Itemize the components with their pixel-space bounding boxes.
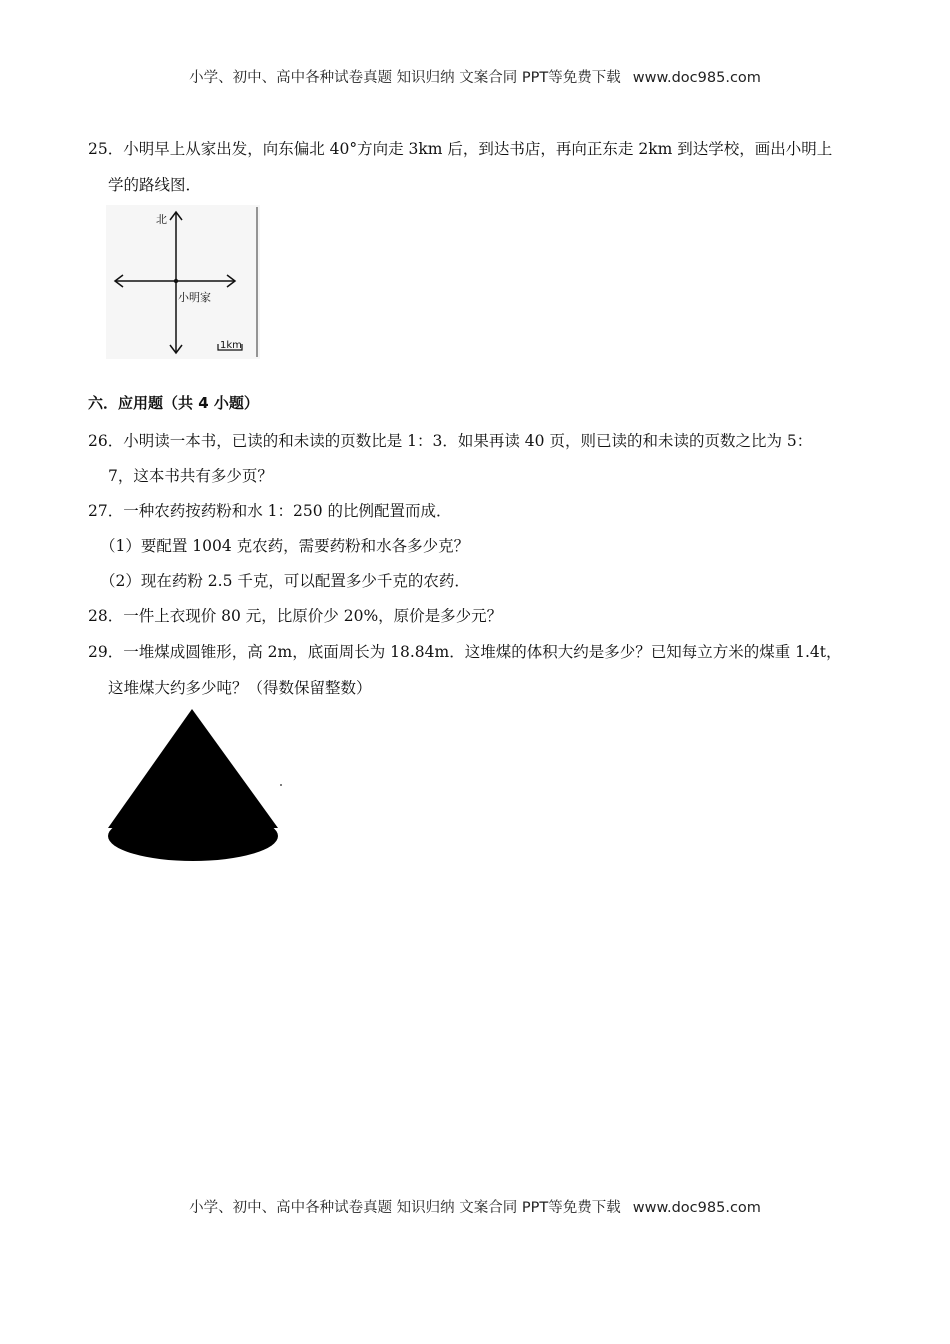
q25-line2: 学的路线图． (108, 176, 202, 194)
north-label: 北 (156, 213, 167, 226)
footer-text: 小学、初中、高中各种试卷真题 知识归纳 文案合同 PPT等免费下载 (189, 1200, 621, 1216)
q27-line1: 27．一种农药按药粉和水 1：250 的比例配置而成． (88, 502, 452, 520)
q25-line1: 25．小明早上从家出发，向东偏北 40°方向走 3km 后，到达书店，再向正东走 2km 到达学校，画出小明上 (88, 140, 833, 158)
q29-line2: 这堆煤大约多少吨？（得数保留整数） (108, 679, 372, 697)
q27-sub2: （2）现在药粉 2.5 千克，可以配置多少千克的农药． (100, 572, 470, 590)
figure-background (106, 205, 260, 359)
section-title: 六．应用题（共 4 小题） (88, 394, 259, 412)
speck (280, 784, 282, 786)
home-point (174, 279, 178, 283)
page-footer (0, 1196, 950, 1217)
scale-label: 1km (220, 340, 242, 351)
q29-cone-figure (106, 706, 286, 864)
q26-line2: 7，这本书共有多少页？ (108, 467, 273, 485)
cone-base (108, 811, 278, 861)
header-text: 小学、初中、高中各种试卷真题 知识归纳 文案合同 PPT等免费下载 (189, 70, 621, 86)
header-url: www.doc985.com (632, 70, 761, 86)
q28-line1: 28．一件上衣现价 80 元，比原价少 20%，原价是多少元？ (88, 607, 503, 625)
q27-sub1: （1）要配置 1004 克农药，需要药粉和水各多少克？ (100, 537, 470, 555)
footer-url: www.doc985.com (632, 1200, 761, 1216)
page-header (0, 66, 950, 87)
q29-line1: 29．一堆煤成圆锥形，高 2m，底面周长为 18.84m．这堆煤的体积大约是多少？已知每立方米的煤重 1.4t， (88, 643, 842, 661)
q25-direction-figure (106, 205, 260, 359)
cone-body (108, 709, 278, 828)
q26-line1: 26．小明读一本书，已读的和未读的页数比是 1：3．如果再读 40 页，则已读的和未读的页数之比为 5： (88, 432, 813, 450)
home-label: 小明家 (178, 291, 211, 304)
